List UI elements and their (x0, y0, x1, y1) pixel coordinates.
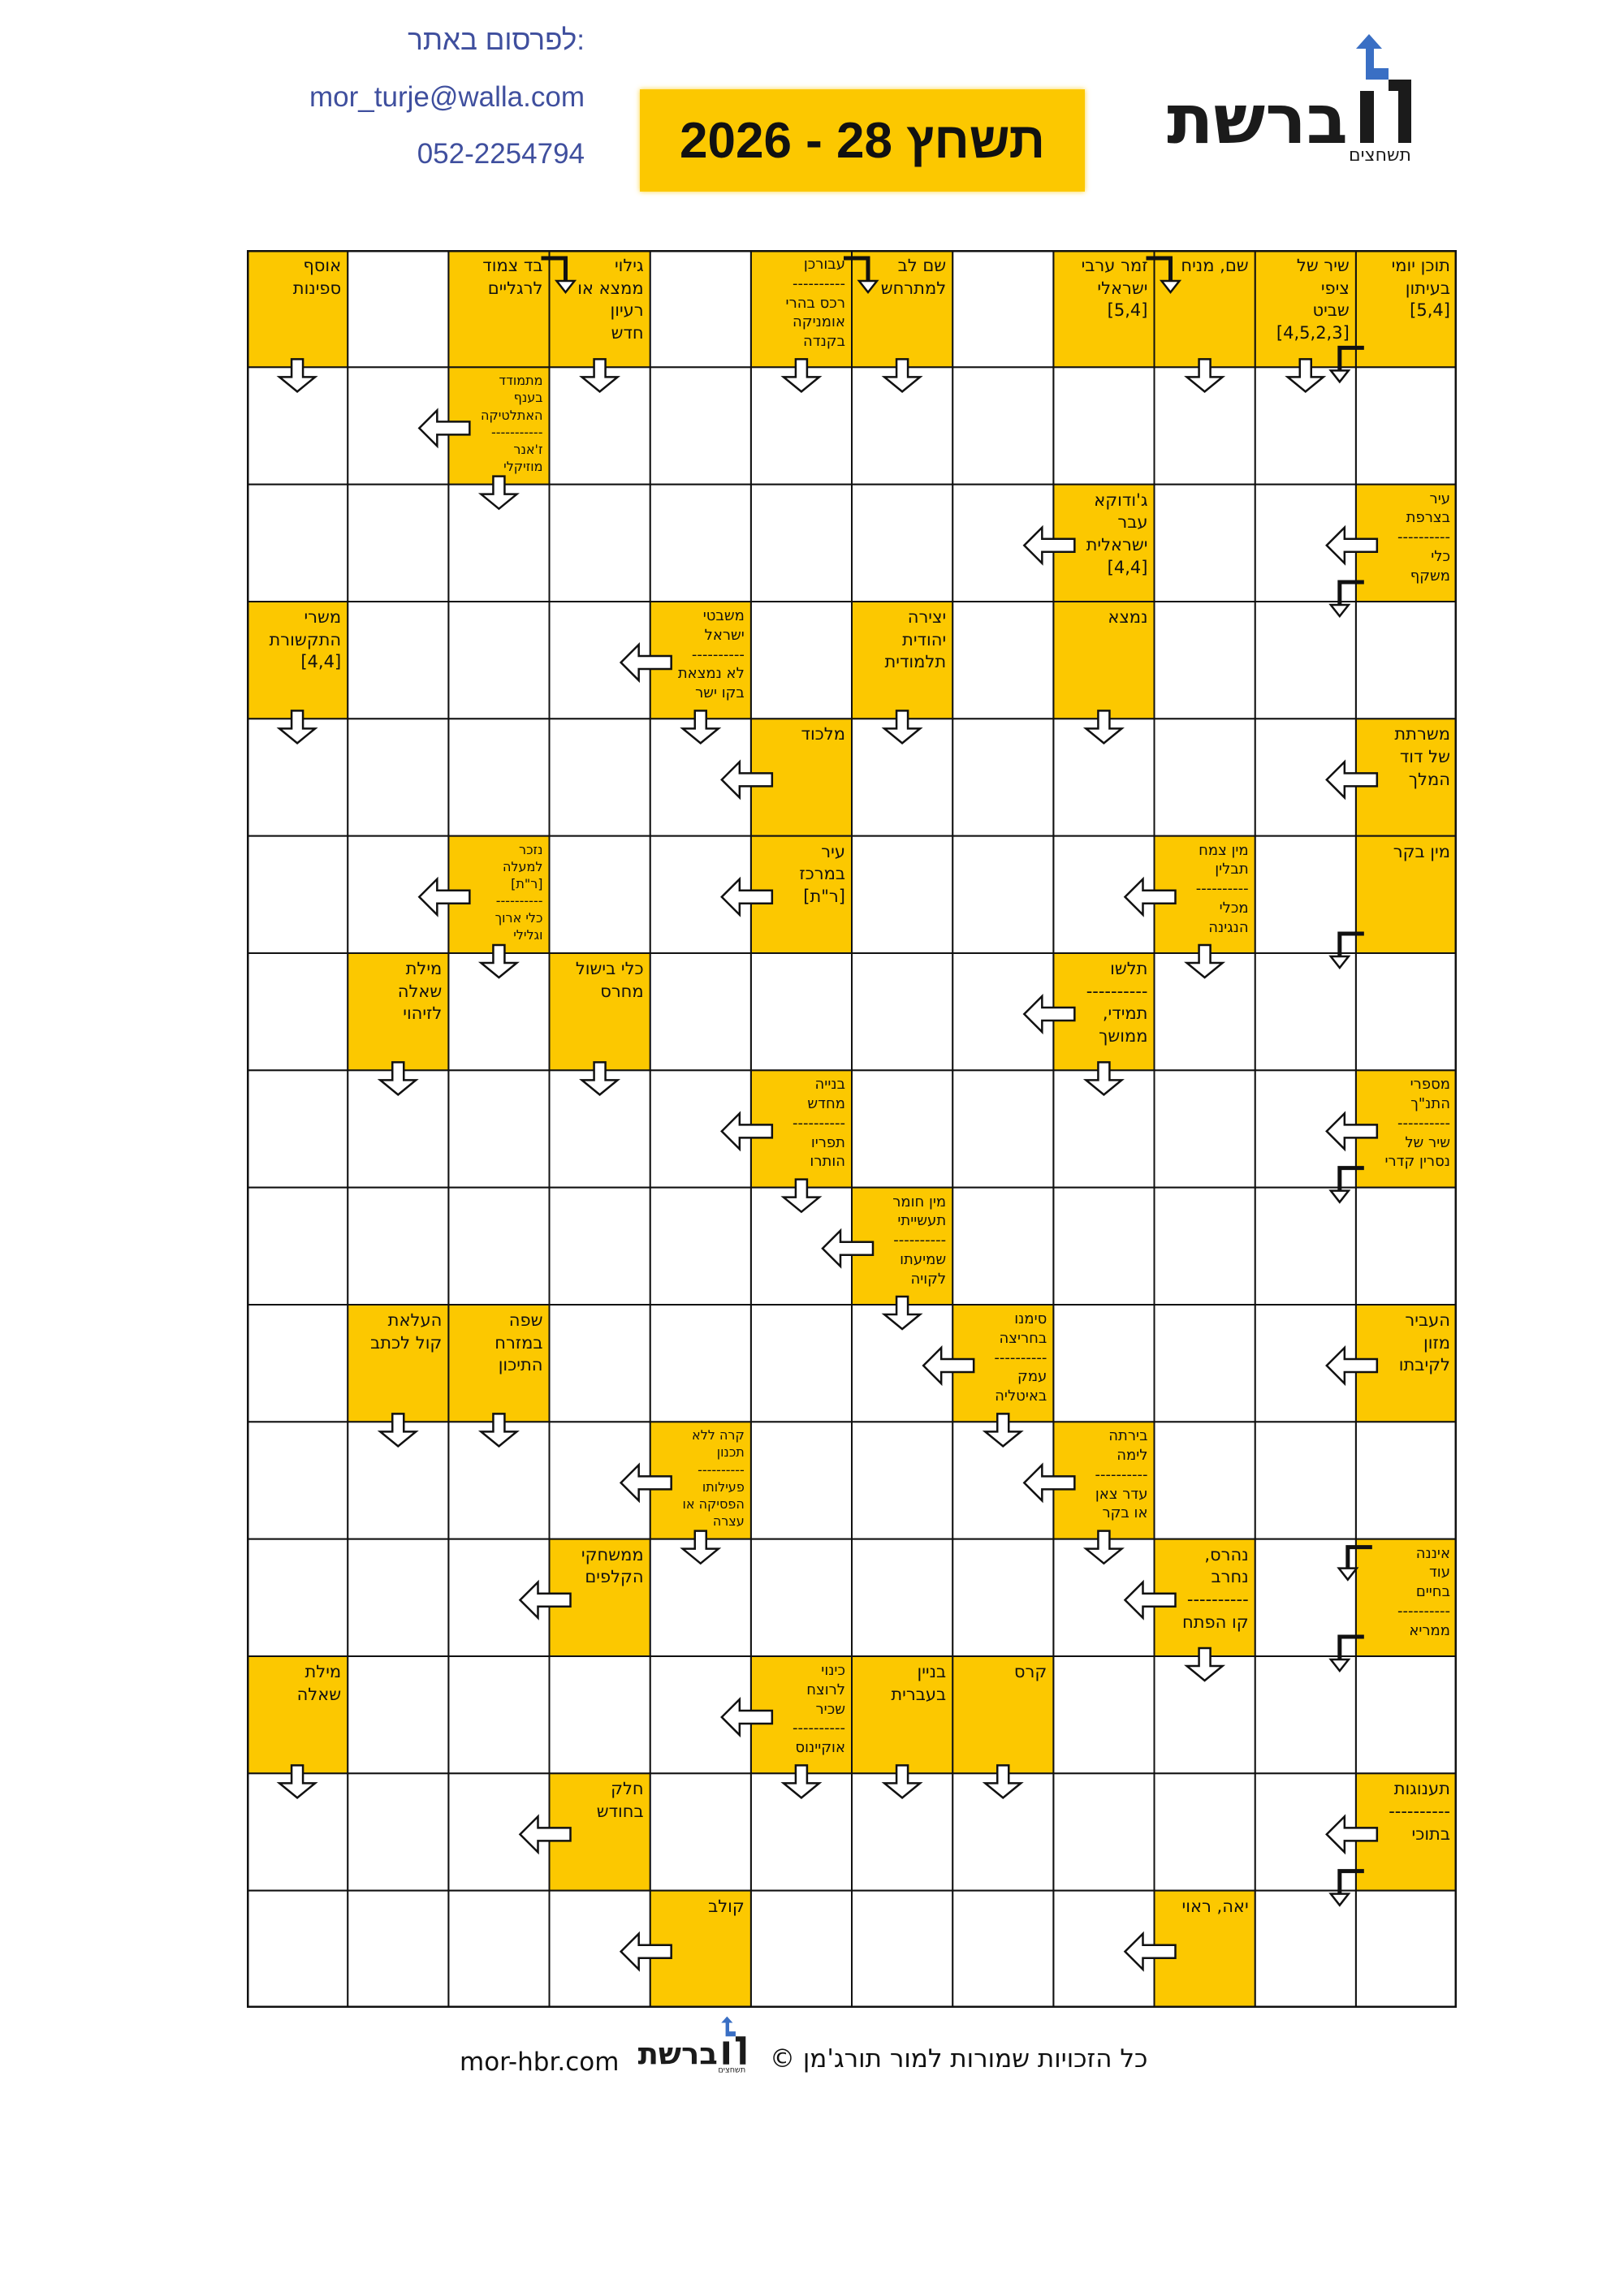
answer-cell[interactable] (348, 1773, 448, 1890)
answer-cell[interactable] (550, 1305, 650, 1422)
clue-text: העלאת קול לכתב (370, 1310, 443, 1353)
clue-text: נהרס, נחרב ---------- קו הפתח (1182, 1544, 1249, 1632)
answer-cell[interactable] (751, 953, 852, 1070)
answer-cell[interactable] (952, 1070, 1053, 1187)
answer-cell[interactable] (448, 602, 549, 719)
answer-cell[interactable] (348, 719, 448, 835)
clue-text: מלכוד (801, 724, 845, 744)
title-banner (640, 89, 1085, 192)
clue-text: יאה, ראוי (1181, 1896, 1249, 1916)
clue-text: איננה עוד בחיים ---------- ממריא (1397, 1544, 1450, 1639)
answer-cell[interactable] (952, 1539, 1053, 1656)
answer-cell[interactable] (852, 1422, 952, 1539)
clue-text: מספרי התנ"ך ---------- שיר של נסרין קדרי (1384, 1076, 1450, 1171)
logo-brand-text: ברשת (637, 2036, 718, 2072)
clue-text: חלק בחודש (596, 1779, 644, 1822)
clue-text: תוכן יומי בעיתון [5,4] (1391, 256, 1450, 321)
clue-text: בד צמוד לרגליים (482, 256, 543, 298)
clue-text: בנייה מחדש ---------- תפריו הותרו (793, 1076, 845, 1171)
answer-cell[interactable] (1155, 1305, 1255, 1422)
answer-cell[interactable] (448, 719, 549, 835)
answer-cell[interactable] (852, 1070, 952, 1187)
clue-text: קולב (708, 1896, 745, 1916)
answer-cell[interactable] (247, 1188, 348, 1305)
footer-copyright: כל הזכויות שמורות למור תורג'מן © (770, 2044, 1148, 2074)
clue-text: זמר ערבי ישראלי [5,4] (1081, 256, 1148, 321)
clue-text: תענוגות ---------- בתוכי (1389, 1779, 1450, 1844)
clue-text: עבורכן ---------- רכס בהרי אומניקה בקנדה (785, 256, 845, 351)
answer-cell[interactable] (1155, 719, 1255, 835)
answer-cell[interactable] (247, 953, 348, 1070)
answer-cell[interactable] (751, 602, 852, 719)
answer-cell[interactable] (852, 953, 952, 1070)
logo-mark-icon (721, 2017, 745, 2065)
brand-logo (1153, 32, 1429, 162)
contact-email[interactable]: mor_turje@walla.com (309, 81, 585, 113)
crossword-grid[interactable] (247, 250, 1457, 2008)
answer-cell[interactable] (751, 1539, 852, 1656)
answer-cell[interactable] (952, 250, 1053, 367)
answer-cell[interactable] (247, 1070, 348, 1187)
answer-cell[interactable] (1255, 1891, 1356, 2008)
answer-cell[interactable] (952, 1891, 1053, 2008)
logo-brand-text: ברשת (1167, 80, 1348, 159)
answer-cell[interactable] (650, 250, 751, 367)
answer-cell[interactable] (550, 719, 650, 835)
logo-sub-text: תשחצים (718, 2065, 746, 2075)
clue-text: יצירה יהודית תלמודית (884, 607, 947, 672)
answer-cell[interactable] (1155, 1070, 1255, 1187)
answer-cell[interactable] (952, 367, 1053, 484)
clue-text: נזכר למעלה [ר"ת] ---------- כלי ארוך וגלילי (495, 841, 543, 943)
answer-cell[interactable] (1155, 1773, 1255, 1890)
answer-cell[interactable] (1356, 953, 1457, 1070)
answer-cell[interactable] (1356, 602, 1457, 719)
clue-text: משרתת של דוד המלך (1394, 724, 1450, 789)
clue-text: סימנו בחריצה ---------- עמק באיטליה (994, 1310, 1047, 1405)
clue-text: ג'ודוקא עבר ישראלית [4,4] (1086, 490, 1148, 577)
answer-cell[interactable] (650, 367, 751, 484)
answer-cell[interactable] (448, 1891, 549, 2008)
answer-cell[interactable] (1356, 1422, 1457, 1539)
answer-cell[interactable] (952, 719, 1053, 835)
clue-text: קרה ללא תכנון ---------- פעילותו הפסיקה או עצרה (682, 1427, 745, 1529)
clue-text: מילת שאלה לזיהוי (397, 959, 443, 1024)
clue-text: מין חומר תעשייתי ---------- שמיעתו לקויה (892, 1193, 947, 1288)
answer-cell[interactable] (348, 250, 448, 367)
clue-text: העביר מזון לקיבתו (1398, 1310, 1450, 1375)
answer-cell[interactable] (952, 1188, 1053, 1305)
answer-cell[interactable] (751, 1305, 852, 1422)
answer-cell[interactable] (1356, 1656, 1457, 1773)
clue-text: קרס (1013, 1662, 1047, 1681)
clue-text: עיר במרכז [ר"ת] (799, 841, 845, 907)
clue-text: בירתה לימה ---------- עדר צאן או בקר (1095, 1427, 1148, 1522)
answer-cell[interactable] (751, 1891, 852, 2008)
answer-cell[interactable] (348, 1656, 448, 1773)
clue-text: מילת שאלה (296, 1662, 342, 1704)
clue-text: שם לב למתרחש (880, 256, 947, 298)
answer-cell[interactable] (1053, 1656, 1154, 1773)
footer-logo (632, 2013, 754, 2075)
answer-cell[interactable] (1155, 1188, 1255, 1305)
answer-cell[interactable] (1356, 367, 1457, 484)
answer-cell[interactable] (247, 1305, 348, 1422)
answer-cell[interactable] (1356, 1188, 1457, 1305)
clue-text: שיר של ציפי שביט [4,5,2,3] (1276, 256, 1350, 343)
clue-text: עיר בצרפת ---------- כלי משקף (1397, 490, 1450, 585)
answer-cell[interactable] (1255, 953, 1356, 1070)
answer-cell[interactable] (650, 953, 751, 1070)
answer-cell[interactable] (852, 485, 952, 602)
answer-cell[interactable] (852, 1539, 952, 1656)
logo-sub-text: תשחצים (1349, 145, 1411, 162)
clue-text: משרי התקשורת [4,4] (269, 607, 342, 672)
answer-cell[interactable] (348, 1188, 448, 1305)
contact-phone: 052-2254794 (417, 138, 585, 170)
answer-cell[interactable] (247, 485, 348, 602)
clue-text: כלי בישול מחרס (575, 959, 644, 1001)
answer-cell[interactable] (247, 836, 348, 953)
answer-cell[interactable] (1155, 485, 1255, 602)
answer-cell[interactable] (852, 1891, 952, 2008)
clue-text: מתמודד בענף האתלטיקה ----------- ז'אנר מוזיקלי (480, 373, 543, 474)
answer-cell[interactable] (247, 1891, 348, 2008)
answer-cell[interactable] (247, 1539, 348, 1656)
answer-cell[interactable] (448, 1656, 549, 1773)
answer-cell[interactable] (348, 1891, 448, 2008)
answer-cell[interactable] (550, 1656, 650, 1773)
clue-text: שפה במזרח התיכון (495, 1310, 543, 1375)
clue-text: מין בקר (1393, 841, 1450, 861)
answer-cell[interactable] (650, 1305, 751, 1422)
answer-cell[interactable] (1155, 1422, 1255, 1539)
clue-text: מין צמח תבלין ---------- מכלי הנגינה (1195, 841, 1249, 936)
answer-cell[interactable] (650, 485, 751, 602)
answer-cell[interactable] (751, 1422, 852, 1539)
clue-text: משבטי ישראל ---------- לא נמצאת בקו ישר (677, 607, 745, 702)
clue-text: כינוי לרוצח שכיר ---------- אוקיינוס (793, 1662, 845, 1757)
clue-text: אוסף ספינות (292, 256, 342, 298)
answer-cell[interactable] (1255, 1188, 1356, 1305)
answer-cell[interactable] (952, 836, 1053, 953)
answer-cell[interactable] (348, 602, 448, 719)
answer-cell[interactable] (348, 1539, 448, 1656)
clue-text: תלשו ---------- תמידי, ממושך (1086, 959, 1148, 1047)
answer-cell[interactable] (1053, 1188, 1154, 1305)
answer-cell[interactable] (448, 1188, 549, 1305)
answer-cell[interactable] (1356, 1891, 1457, 2008)
answer-cell[interactable] (1053, 1305, 1154, 1422)
answer-cell[interactable] (348, 485, 448, 602)
contact-heading: לפרסום באתר: (408, 24, 585, 56)
clue-text: גילוי ממצא או רעיון חדש (577, 256, 644, 343)
answer-cell[interactable] (1053, 1773, 1154, 1890)
answer-cell[interactable] (852, 836, 952, 953)
answer-cell[interactable] (1255, 1656, 1356, 1773)
contact-block (244, 18, 585, 188)
answer-cell[interactable] (952, 602, 1053, 719)
answer-cell[interactable] (1255, 602, 1356, 719)
answer-cell[interactable] (550, 836, 650, 953)
answer-cell[interactable] (448, 1070, 549, 1187)
clue-text: שם, מניח (1181, 256, 1249, 275)
answer-cell[interactable] (751, 485, 852, 602)
clue-text: בניין בעברית (891, 1662, 947, 1704)
answer-cell[interactable] (247, 1422, 348, 1539)
logo-mark-icon (1356, 34, 1411, 143)
answer-cell[interactable] (1053, 367, 1154, 484)
footer-site-link[interactable]: mor-hbr.com (460, 2048, 620, 2077)
answer-cell[interactable] (550, 1188, 650, 1305)
answer-cell[interactable] (550, 485, 650, 602)
clue-text: נמצא (1108, 607, 1148, 627)
clue-text: ממשחקי הקלפים (581, 1544, 644, 1587)
answer-cell[interactable] (1255, 1422, 1356, 1539)
answer-cell[interactable] (650, 1188, 751, 1305)
answer-cell[interactable] (650, 1773, 751, 1890)
puzzle-title: תשחץ 28 - 2026 (680, 112, 1045, 169)
answer-cell[interactable] (1155, 602, 1255, 719)
